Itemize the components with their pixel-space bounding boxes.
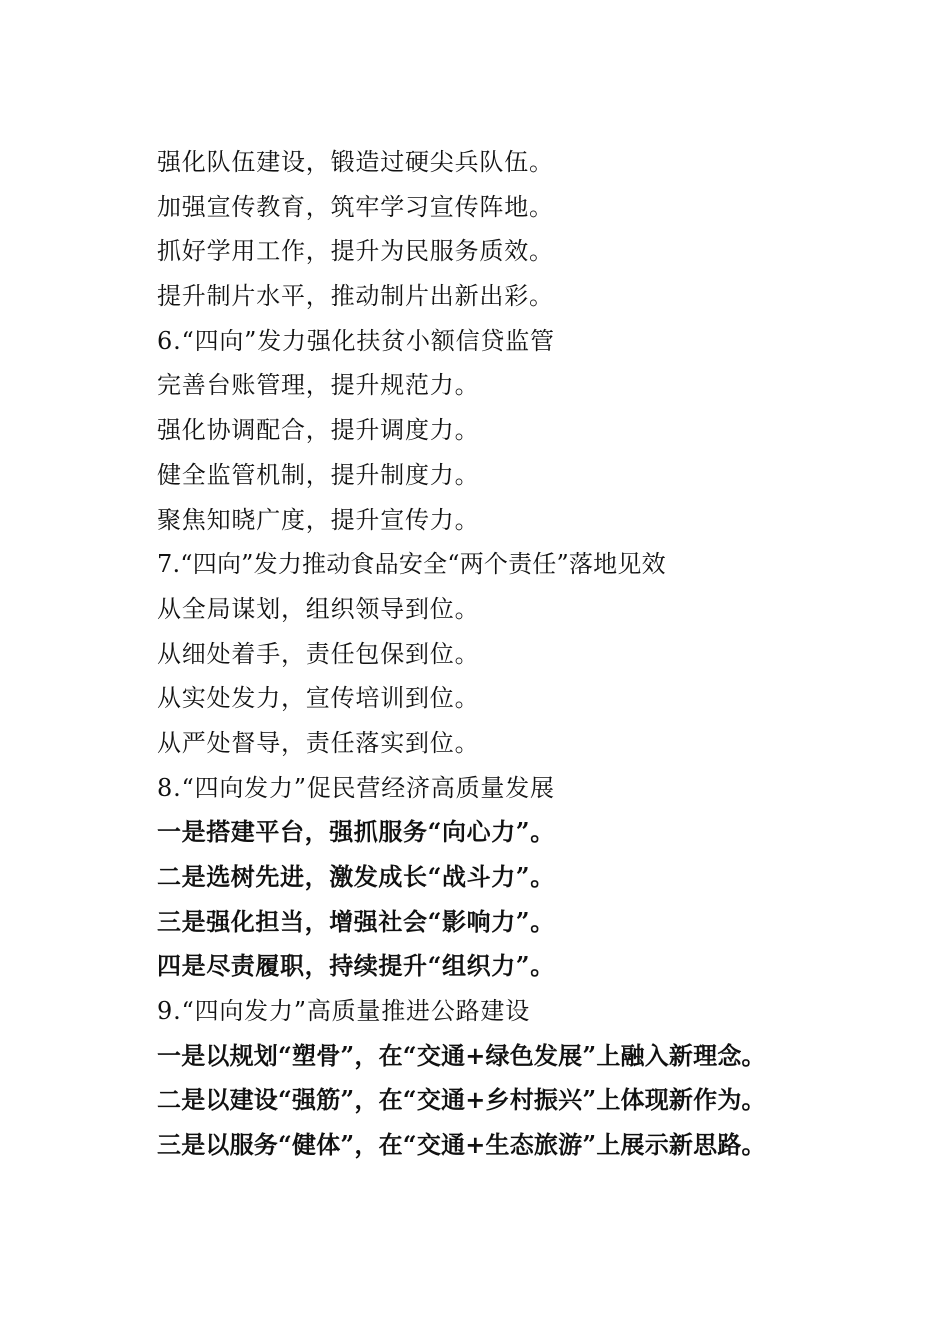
section-heading: 6.“四向”发力强化扶贫小额信贷监管	[157, 326, 555, 355]
section-heading: 7.“四向”发力推动食品安全“两个责任”落地见效	[157, 550, 666, 579]
bold-text-line: 一是以规划“塑骨”，在“交通+绿色发展”上融入新理念。	[157, 1040, 766, 1070]
bold-text-line: 三是以服务“健体”，在“交通+生态旅游”上展示新思路。	[157, 1130, 766, 1160]
text-line: 加强宣传教育，筑牢学习宣传阵地。	[157, 192, 554, 221]
text-line: 聚焦知晓广度，提升宣传力。	[157, 505, 480, 534]
document-body	[157, 140, 877, 1168]
text-line: 抓好学用工作，提升为民服务质效。	[157, 237, 554, 266]
text-line: 从全局谋划，组织领导到位。	[157, 594, 480, 623]
bold-text-line: 一是搭建平台，强抓服务“向心力”。	[157, 817, 555, 847]
text-line: 完善台账管理，提升规范力。	[157, 371, 480, 400]
text-line: 从细处着手，责任包保到位。	[157, 639, 480, 668]
text-line: 从严处督导，责任落实到位。	[157, 728, 480, 757]
text-line: 从实处发力，宣传培训到位。	[157, 684, 480, 713]
section-heading: 9.“四向发力”高质量推进公路建设	[157, 997, 531, 1026]
text-line: 强化队伍建设，锻造过硬尖兵队伍。	[157, 148, 554, 176]
bold-text-line: 三是强化担当，增强社会“影响力”。	[157, 906, 555, 936]
text-line: 健全监管机制，提升制度力。	[157, 460, 480, 489]
bold-text-line: 四是尽责履职，持续提升“组织力”。	[157, 951, 555, 981]
section-heading: 8.“四向发力”促民营经济高质量发展	[157, 773, 555, 802]
bold-text-line: 二是以建设“强筋”，在“交通+乡村振兴”上体现新作为。	[157, 1085, 766, 1115]
bold-text-line: 二是选树先进，激发成长“战斗力”。	[157, 862, 555, 891]
text-line: 提升制片水平，推动制片出新出彩。	[157, 282, 554, 311]
text-line: 强化协调配合，提升调度力。	[157, 416, 480, 445]
